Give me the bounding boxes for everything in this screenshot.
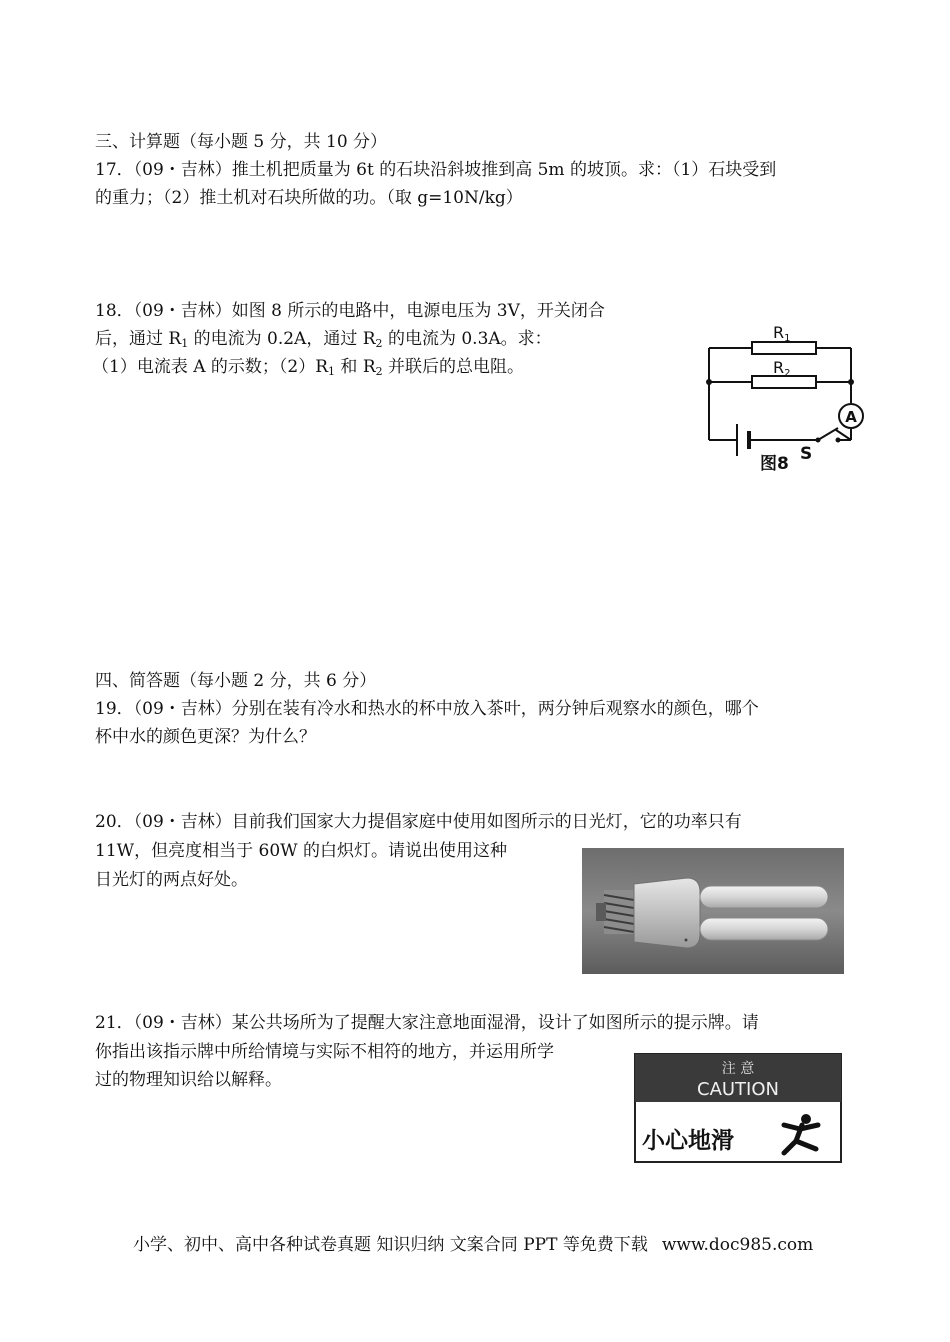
ammeter-label: A bbox=[845, 408, 857, 426]
q19-line2: 杯中水的颜色更深？为什么？ bbox=[95, 727, 316, 747]
q17-line2: 的重力；（2）推土机对石块所做的功。（取 g=10N/kg） bbox=[95, 188, 523, 208]
section3-heading: 三、计算题（每小题 5 分，共 10 分） bbox=[95, 132, 388, 152]
q18-line2: 后，通过 $R_1$ 的电流为 0.2A，通过 $R_2$ 的电流为 0.3A。求： bbox=[95, 329, 552, 350]
q18-line3: （1）电流表 A 的示数；$(2)R_1$ 和 $R_2$ 并联后的总电阻。 bbox=[92, 357, 525, 378]
sign-bottom-text: 小心地滑 bbox=[642, 1128, 734, 1154]
figure-caption: 图8 bbox=[760, 454, 789, 474]
footer-text: 小学、初中、高中各种试卷真题 知识归纳 文案合同 PPT 等免费下载 bbox=[133, 1235, 648, 1255]
q21-line2: 你指出该指示牌中所给情境与实际不相符的地方，并运用所学 bbox=[95, 1042, 554, 1062]
energy-saving-lamp-photo bbox=[582, 848, 844, 974]
q19-line1: 19．（09・吉林）分别在装有冷水和热水的杯中放入茶叶，两分钟后观察水的颜色，哪个 bbox=[95, 699, 759, 719]
q20-line1: 20．（09・吉林）目前我们国家大力提倡家庭中使用如图所示的日光灯，它的功率只有 bbox=[95, 812, 742, 832]
r2-label: R2 bbox=[773, 358, 791, 379]
q17-line1: 17．（09・吉林）推土机把质量为 6t 的石块沿斜坡推到高 5m 的坡顶。求：（1）石块受到 bbox=[95, 160, 777, 180]
footer bbox=[133, 1230, 813, 1255]
circuit-figure-8 bbox=[700, 318, 870, 480]
r1-label: R1 bbox=[773, 323, 791, 344]
section4-heading: 四、简答题（每小题 2 分，共 6 分） bbox=[95, 671, 377, 691]
q20-line2: 11W，但亮度相当于 60W 的白炽灯。请说出使用这种 bbox=[95, 841, 508, 861]
q18-line1: 18．（09・吉林）如图 8 所示的电路中，电源电压为 3V，开关闭合 bbox=[95, 301, 605, 321]
q21-line3: 过的物理知识给以解释。 bbox=[95, 1070, 282, 1090]
switch-label: S bbox=[800, 444, 813, 464]
battery-icon bbox=[737, 424, 749, 456]
caution-sign bbox=[634, 1053, 842, 1163]
q20-line3: 日光灯的两点好处。 bbox=[95, 870, 248, 890]
q21-line1: 21．（09・吉林）某公共场所为了提醒大家注意地面湿滑，设计了如图所示的提示牌。请 bbox=[95, 1013, 759, 1033]
sign-top-cn: 注 意 bbox=[721, 1061, 755, 1077]
footer-url-link[interactable]: www.doc985.com bbox=[661, 1235, 814, 1255]
sign-top-en: CAUTION bbox=[697, 1079, 779, 1100]
